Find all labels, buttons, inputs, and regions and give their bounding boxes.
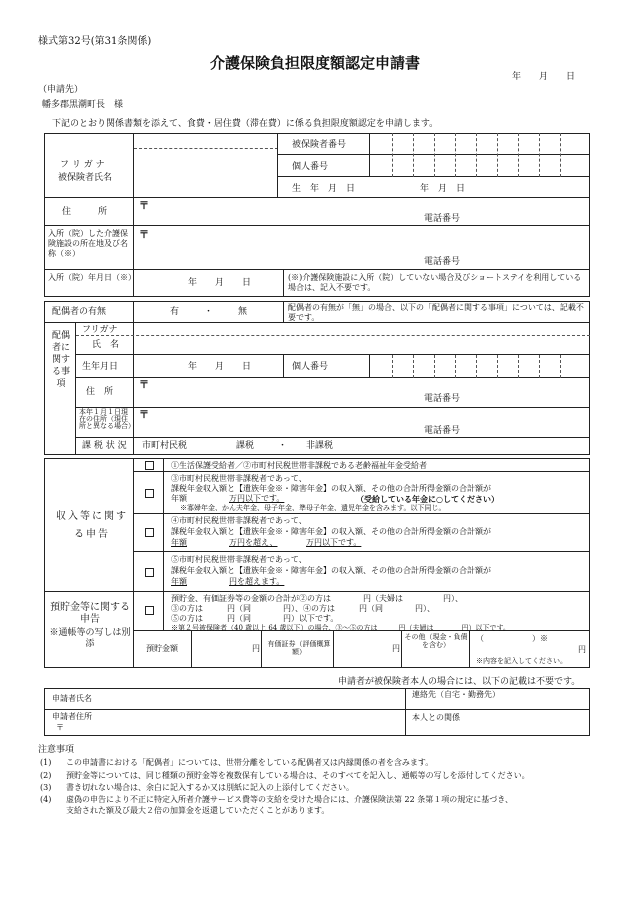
spouse-birth-label: 生年月日 (82, 362, 119, 372)
note-2: 預貯金等については、同じ種類の預貯金等を複数保有している場合は、そのすべてを記入し、通帳等の写しを添付してください。 (66, 771, 530, 780)
income-option-5-checkbox[interactable] (145, 568, 154, 577)
insured-number-field[interactable] (371, 134, 589, 154)
spouse-yes-option[interactable]: 有 (170, 307, 180, 317)
applicant-note: 申請者が被保険者本人の場合には、以下の記載は不要です。 (338, 677, 581, 687)
spouse-individual-label: 個人番号 (292, 362, 329, 372)
spouse-name-label: 氏 名 (92, 340, 120, 350)
spouse-individual-field[interactable] (371, 356, 589, 377)
income-section-label: 収入等に関する申告 (56, 511, 128, 540)
address-label: 住 所 (62, 207, 108, 217)
spouse-no-option[interactable]: 無 (238, 307, 248, 317)
spouse-presence-label: 配偶者の有無 (52, 307, 107, 317)
spouse-jan-address-label: 本年１月１日現在の住所（現住所と異なる場合） (79, 408, 135, 430)
spouse-presence-note: 配偶者の有無が「無」の場合、以下の「配偶者に関する事項」については、記載不要です。 (288, 303, 584, 322)
savings-note: ※通帳等の写しは別添 (49, 628, 131, 649)
note-1: この申請書における「配偶者」については、世帯分離をしている配偶者又は内縁関係の者を含みます。 (66, 758, 434, 767)
notes-heading: 注意事項 (38, 745, 75, 755)
spouse-phone-label: 電話番号 (424, 394, 461, 404)
applicant-contact-label: 連絡先（自宅・勤務先） (412, 690, 500, 699)
taxed-option[interactable]: 課税 (236, 441, 255, 451)
spouse-jan-phone-label: 電話番号 (424, 426, 461, 436)
individual-number-label: 個人番号 (292, 162, 329, 172)
other-field[interactable] (471, 643, 575, 655)
income-option-3-checkbox[interactable] (145, 489, 154, 498)
application-form: 様式第32号(第31条関係) 介護保険負担限度額認定申請書 年 月 日 （申請先） 幡多郡黒潮町長 様 下記のとおり関係書類を添えて、食費・居住費（滞在費）に係る負担限度額認定を申請します。 フ リ ガ ナ 被保険者氏名 被保険者番号 個人番号 生 年 月 日 年 月 日 住 所 〒 電話番号 入所（院）した介護保険施設の所在地及び名称（※） 〒 電話番号 入所（院）年月日（※） 年 月 日 (※)介護保険施設に入所（院）していない場合及びショートステイを利用している場合は、記入不要です。 配偶者の有無 有 ・ 無 配偶者の有無が「無」の場合、以下の「配偶者に関する事項」については、記載不要です。 配偶者に関する事項 フリガナ 氏 名 生年月日 年 月 日 個人番号 住 所 〒 電話番号 本年１月１日現在の住所（現住所と異なる場合） 〒 電話番号 課 税 状 況 市町村民税 課税 ・ 非課税 ①生活保護受給者／②市町村民税世帯非課税である老齢福祉年金受給者 ③市町村民税世帯非課税者であって、 課税年金収入額と【遺族年金※・障害年金】の収入額、その他の合計所得金額の合計額が 年額 万円以下です。 （受給している年金に○してください） ※寡婦年金、かん夫年金、母子年金、準母子年金、遺児年金を含みます。以下同じ。 ④市町村民税世帯非課税者であって、 課税年金収入額と【遺族年金※・障害年金】の収入額、その他の合計所得金額の合計額が 年額 万円を超え、 万円以下です。 ⑤市町村民税世帯非課税者であって、 課税年金収入額と【遺族年金※・障害年金】の収入額、その他の合計所得金額の合計額が 年額 円を超えます。 収入等に関する申告 預貯金等に関する申告 ※通帳等の写しは別添 預貯金、有価証券等の金額の合計が②の方は 円（夫婦は 円）、 ③の方は 円（同 円）、④の方は 円（同 円）、 ⑤の方は 円（同 円）以下です。 ※第２号被保険者（40 歳以上 64 歳以下）の場合、③～⑤の方は 円（夫婦は 円）以下です。 預貯金額 円 有価証券（評価概算額） 円 その他（現金・負債を含む） （ ）※ 円 ※内容を記入してください。 申請者が被保険者本人の場合には、以下の記載は不要です。 申請者氏名 連絡先（自宅・勤務先） 申請者住所 〒 本人との関係 注意事項 (1) この申請書における「配偶者」については、世帯分離をしている配偶者又は内縁関係の者を含みます。 (2) 預貯金等については、同じ種類の預貯金等を複数保有している場合は、そのすべてを記入し、通帳等の写しを添付してください。 (3) 書き切れない場合は、余白に記入するか又は別紙に記入の上添付してください。 (4) 虚偽の申告により不正に特定入所者介護サービス費等の支給を受けた場合には、介護保険法第 22 条第１項の規定に基づき、 支給された額及び最大２倍の加算金を返還していただくことがあります。 (0, 0, 630, 903)
facility-phone-label: 電話番号 (424, 257, 461, 267)
applicant-address-label: 申請者住所 (52, 712, 92, 721)
postal-mark: 〒 (139, 201, 149, 212)
deposit-field[interactable] (193, 631, 261, 667)
birth-label: 生 年 月 日 (292, 184, 356, 194)
nontaxed-option[interactable]: 非課税 (306, 441, 334, 451)
deposit-label: 預貯金額 (146, 644, 178, 653)
spouse-address-label: 住 所 (86, 387, 114, 397)
applicant-name-field[interactable] (110, 690, 402, 708)
savings-section-label: 預貯金等に関する申告 (50, 602, 130, 625)
securities-field[interactable] (335, 631, 401, 667)
income-option-4-checkbox[interactable] (145, 528, 154, 537)
other-note: ※内容を記入してください。 (476, 657, 567, 665)
income-option-1-checkbox[interactable] (145, 461, 154, 470)
applicant-postal-mark: 〒 (56, 723, 64, 732)
form-number: 様式第32号(第31条関係) (38, 36, 152, 47)
birth-date-field[interactable]: 年 月 日 (420, 184, 466, 194)
insured-number-label: 被保険者番号 (292, 140, 347, 150)
individual-number-field[interactable] (371, 156, 589, 176)
furigana-label: フ リ ガ ナ (60, 160, 105, 170)
insured-name-label: 被保険者氏名 (58, 173, 113, 183)
spouse-postal-mark: 〒 (139, 380, 149, 391)
spouse-furigana-label: フリガナ (82, 325, 118, 335)
mayor-address: 幡多郡黒潮町長 様 (42, 100, 124, 110)
destination-label: （申請先） (38, 85, 84, 95)
note-4: 虚偽の申告により不正に特定入所者介護サービス費等の支給を受けた場合には、介護保険法第 22 条第１項の規定に基づき、 (66, 795, 513, 804)
savings-checkbox[interactable] (145, 606, 154, 615)
applicant-relation-label: 本人との関係 (412, 713, 460, 722)
spouse-name-field[interactable] (135, 336, 589, 354)
other-label: その他（現金・負債を含む） (404, 633, 468, 649)
admission-label: 入所（院）年月日（※） (48, 273, 136, 282)
tax-body: 市町村民税 (142, 441, 188, 451)
income-option-1-text: ①生活保護受給者／②市町村民税世帯非課税である老齢福祉年金受給者 (171, 461, 427, 470)
insured-name-field[interactable] (135, 149, 277, 176)
note-3: 書き切れない場合は、余白に記入するか又は別紙に記入の上添付してください。 (66, 783, 354, 792)
applicant-address-field[interactable] (110, 712, 402, 734)
intro-text: 下記のとおり関係書類を添えて、食費・居住費（滞在費）に係る負担限度額認定を申請します。 (52, 119, 439, 129)
admission-date-field[interactable]: 年 月 日 (188, 278, 252, 288)
date-line: 年 月 日 (512, 72, 576, 82)
securities-label: 有価証券（評価概算額） (267, 640, 331, 656)
applicant-name-label: 申請者氏名 (52, 694, 92, 703)
admission-note: (※)介護保険施設に入所（院）していない場合及びショートステイを利用している場合は、記入不要です。 (288, 273, 582, 292)
facility-postal-mark: 〒 (139, 230, 149, 241)
spouse-birth-field[interactable]: 年 月 日 (188, 362, 252, 372)
tax-status-label: 課 税 状 況 (82, 441, 127, 451)
page-title: 介護保険負担限度額認定申請書 (209, 54, 420, 72)
phone-label: 電話番号 (424, 214, 461, 224)
spouse-section-label: 配偶者に関する事項 (51, 331, 70, 389)
spouse-jan-postal-mark: 〒 (139, 410, 149, 421)
note-4-cont: 支給された額及び最大２倍の加算金を返還していただくことがあります。 (66, 806, 330, 815)
facility-label: 入所（院）した介護保険施設の所在地及び名称（※） (48, 229, 128, 258)
